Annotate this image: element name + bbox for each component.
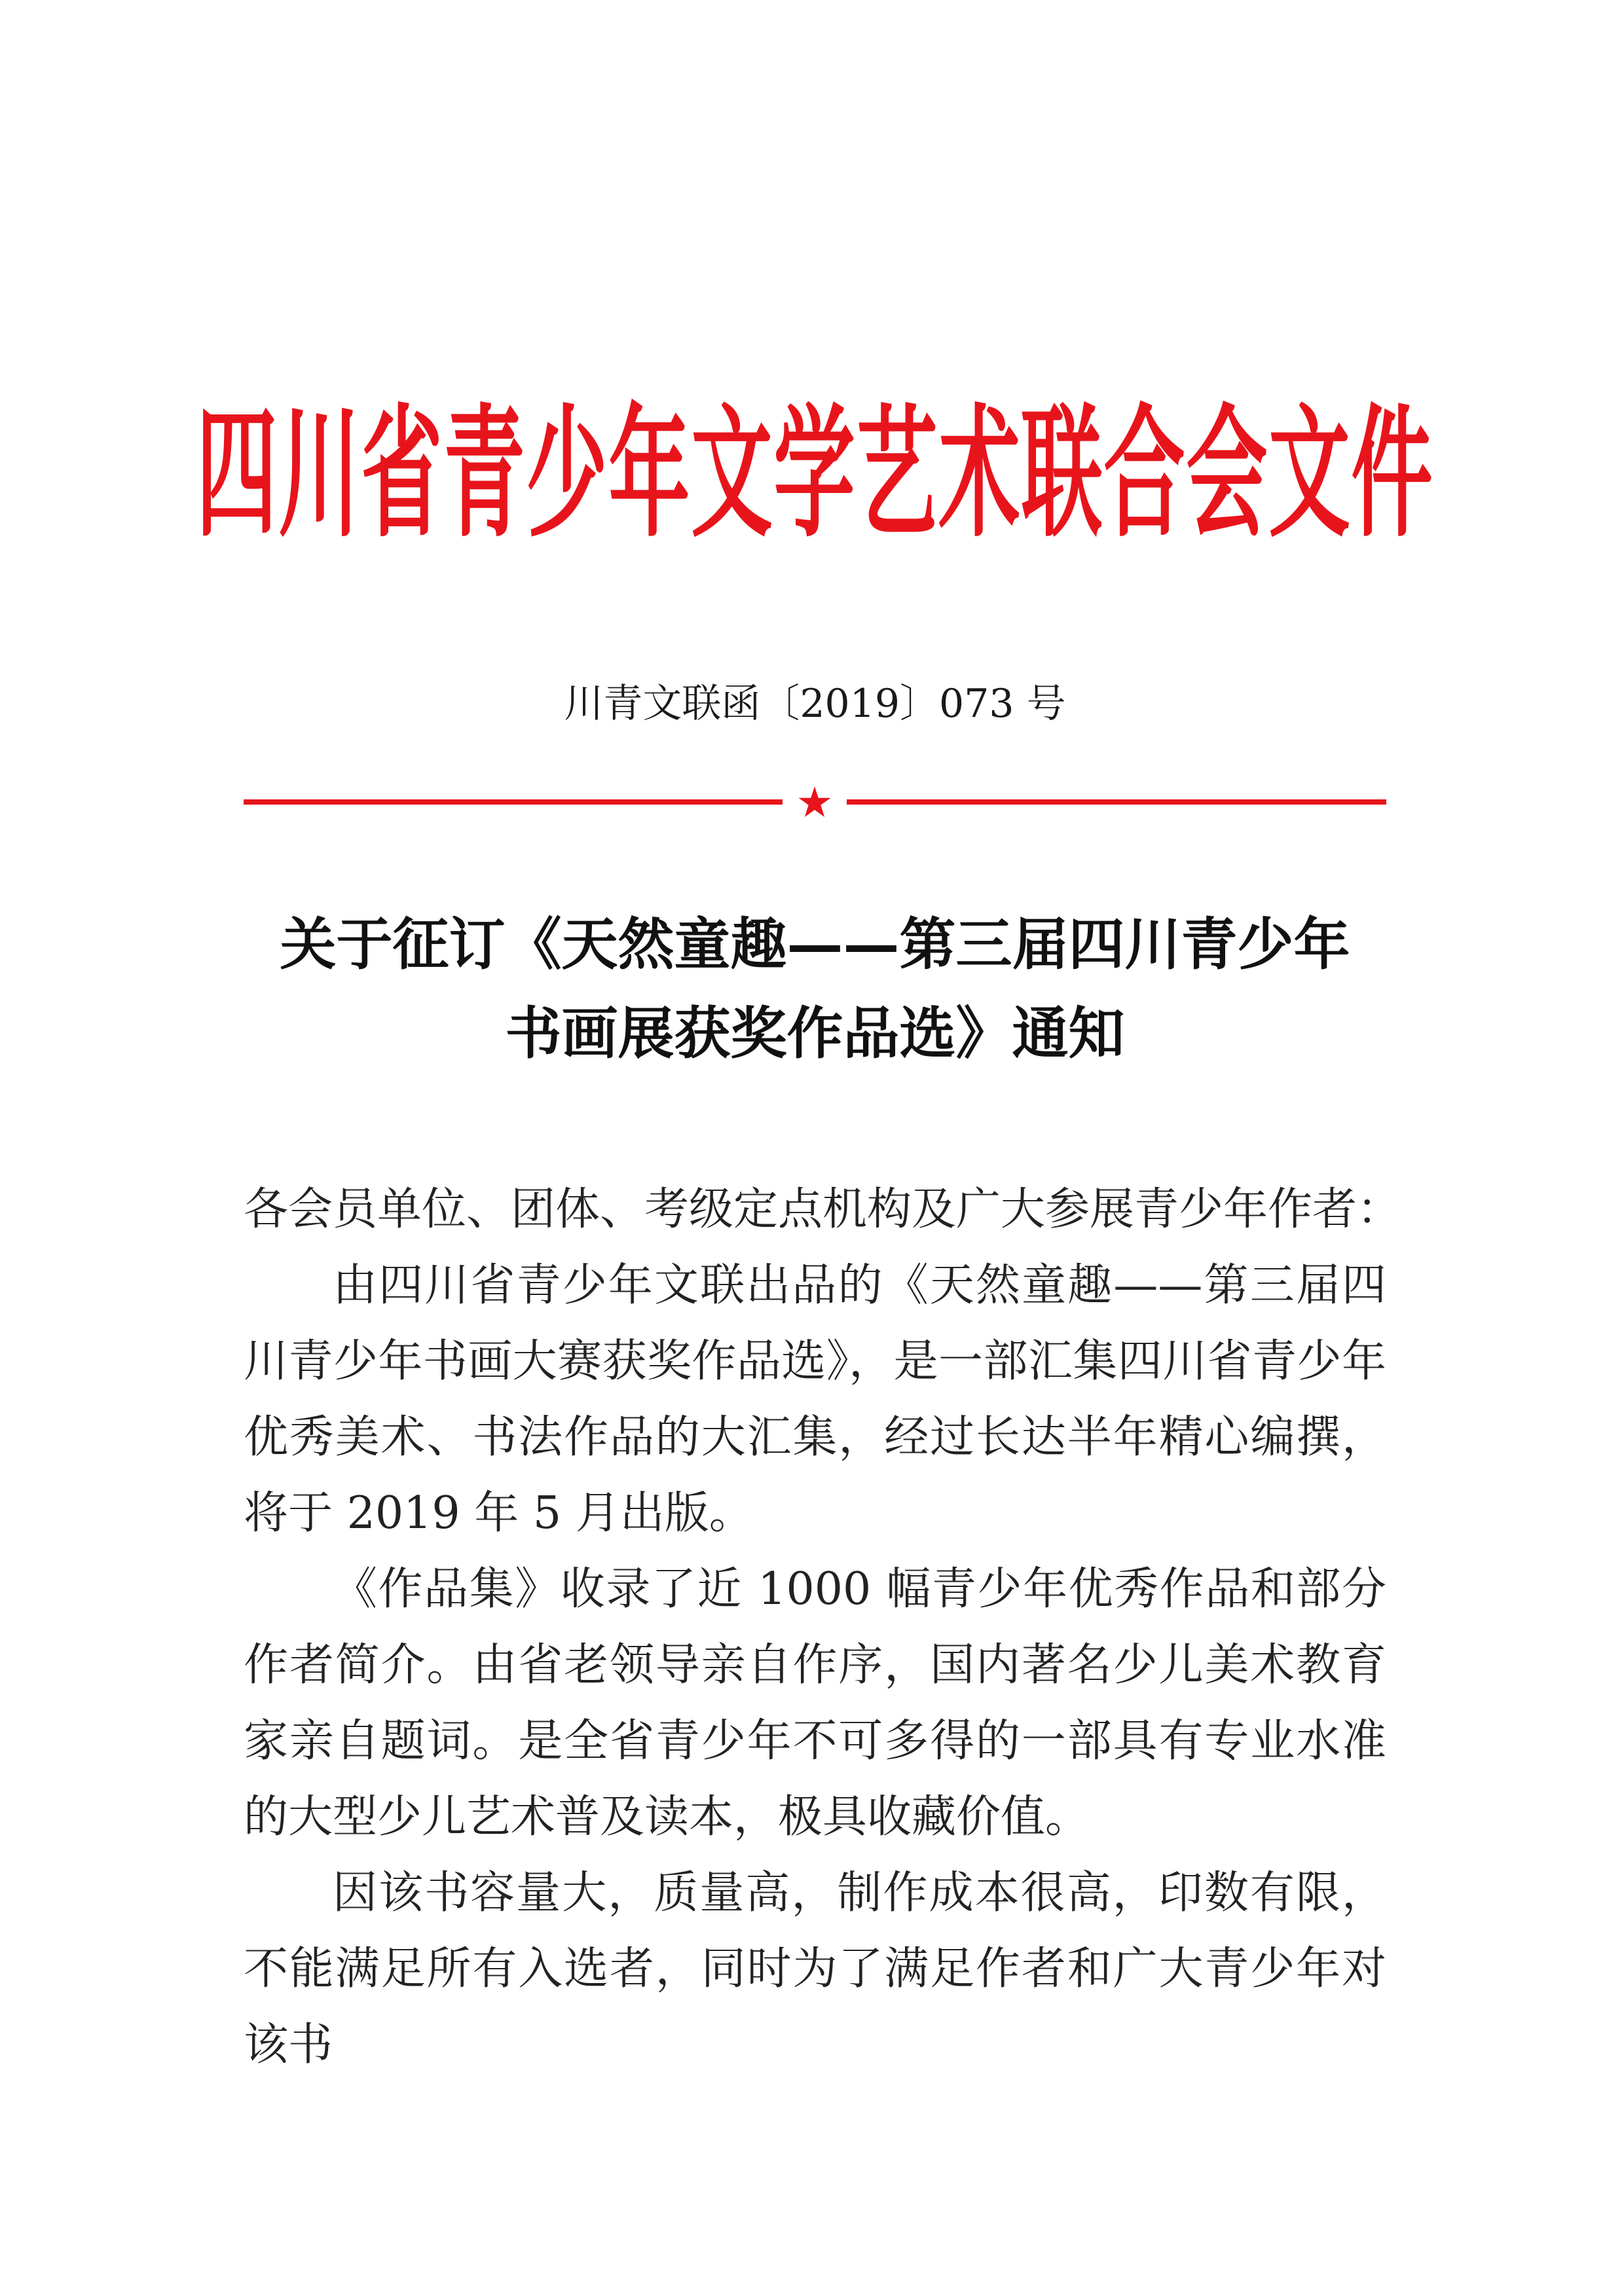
body-paragraph: 由四川省青少年文联出品的《天然童趣——第三届四川青少年书画大赛获奖作品选》，是一部汇集四川省青少年优秀美术、书法作品的大汇集，经过长达半年精心编撰，将于 2019 年 5 月出版。: [244, 1260, 1386, 1539]
divider-line-right: [847, 799, 1386, 805]
red-header-title: [196, 392, 1434, 557]
body-paragraph: 因该书容量大，质量高，制作成本很高，印数有限，不能满足所有入选者，同时为了满足作者和广大青少年对该书: [244, 1867, 1386, 2071]
notice-title: [244, 900, 1386, 1078]
notice-title-line-2: 书画展获奖作品选》通知: [505, 1000, 1125, 1066]
body-paragraph: 《作品集》收录了近 1000 幅青少年优秀作品和部分作者简介。由省老领导亲自作序，国内著名少儿美术教育家亲自题词。是全省青少年不可多得的一部具有专业水准的大型少儿艺术普及读本，极具收藏价值。: [244, 1563, 1386, 1843]
salutation: 各会员单位、团体、考级定点机构及广大参展青少年作者：: [244, 1184, 1402, 1235]
notice-title-line-1: 关于征订《天然童趣——第三届四川青少年: [280, 911, 1350, 977]
red-divider: [244, 782, 1386, 822]
red-header-text: 四川省青少年文学艺术联合会文件: [196, 392, 1434, 557]
star-icon: [783, 782, 847, 822]
document-number: 川青文联函〔2019〕073 号: [564, 681, 1066, 727]
notice-body: [244, 1172, 1402, 2083]
divider-line-left: [244, 799, 783, 805]
